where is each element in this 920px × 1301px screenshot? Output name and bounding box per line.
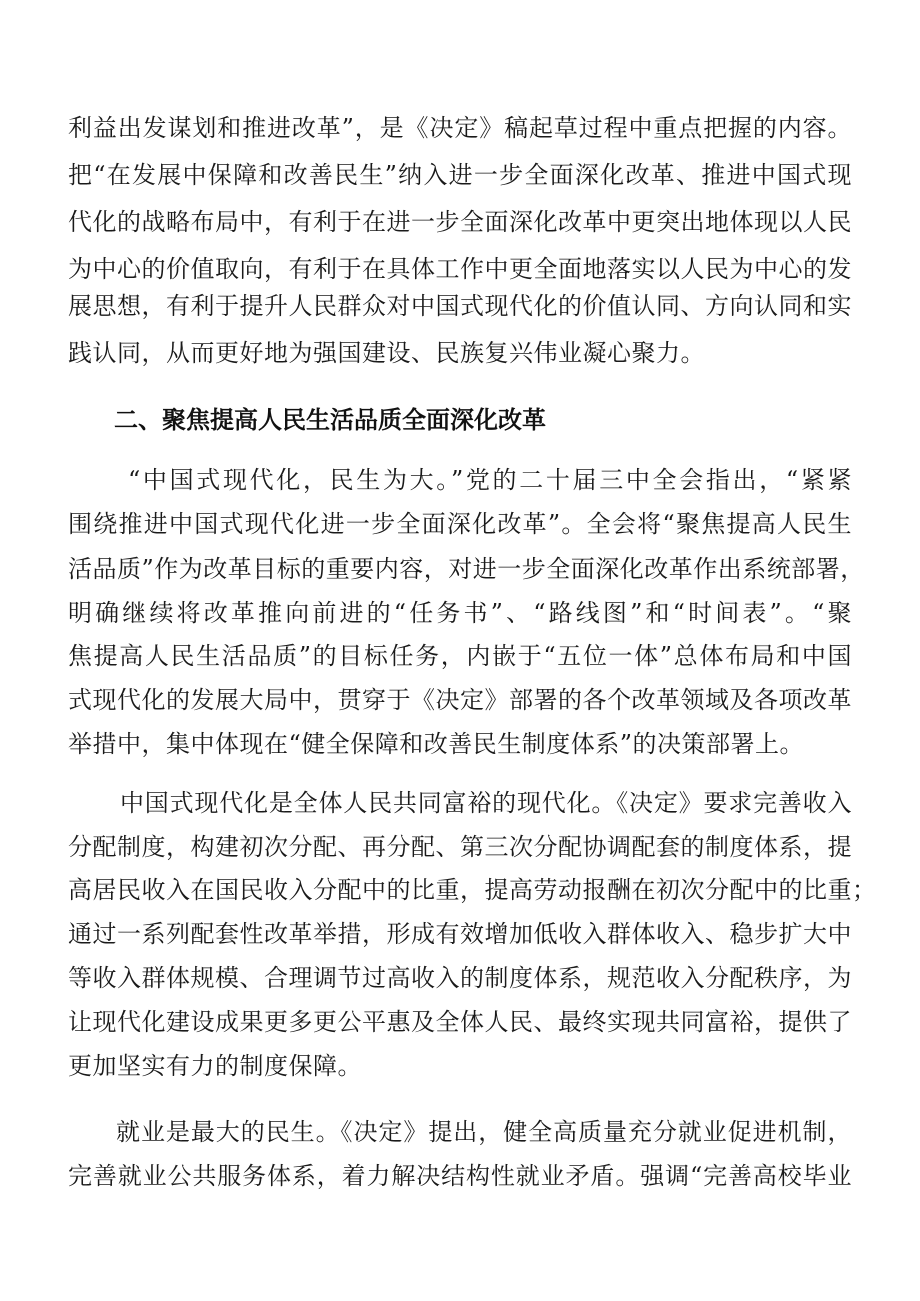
paragraph-line: 围绕推进中国式现代化进一步全面深化改革”。全会将“聚焦提高人民生 xyxy=(68,510,852,538)
paragraph-line: 活品质”作为改革目标的重要内容，对进一步全面深化改革作出系统部署， xyxy=(68,555,865,583)
paragraph-line: 让现代化建设成果更多更公平惠及全体人民、最终实现共同富裕，提供了 xyxy=(68,1008,852,1036)
paragraph-line: 利益出发谋划和推进改革”，是《决定》稿起草过程中重点把握的内容。 xyxy=(68,114,852,142)
paragraph-line: 为中心的价值取向，有利于在具体工作中更全面地落实以人民为中心的发 xyxy=(68,255,852,283)
paragraph-line: 等收入群体规模、合理调节过高收入的制度体系，规范收入分配秩序，为 xyxy=(68,964,852,992)
paragraph-line: 把“在发展中保障和改善民生”纳入进一步全面深化改革、推进中国式现 xyxy=(68,161,852,189)
paragraph-line: 焦提高人民生活品质”的目标任务，内嵌于“五位一体”总体布局和中国 xyxy=(68,642,852,670)
paragraph-line: 代化的战略布局中，有利于在进一步全面深化改革中更突出地体现以人民 xyxy=(68,208,852,236)
section-heading: 二、聚焦提高人民生活品质全面深化改革 xyxy=(114,406,546,434)
paragraph-line: 明确继续将改革推向前进的“任务书”、“路线图”和“时间表”。“聚 xyxy=(68,599,852,627)
paragraph-line: 就业是最大的民生。《决定》提出，健全高质量充分就业促进机制， xyxy=(116,1118,852,1146)
paragraph-line: 举措中，集中体现在“健全保障和改善民生制度体系”的决策部署上。 xyxy=(68,730,805,758)
paragraph-line: 式现代化的发展大局中，贯穿于《决定》部署的各个改革领域及各项改革 xyxy=(68,686,852,714)
paragraph-line: 展思想，有利于提升人民群众对中国式现代化的价值认同、方向认同和实 xyxy=(68,292,852,320)
paragraph-line: “中国式现代化，民生为大。”党的二十届三中全会指出，“紧紧 xyxy=(128,466,852,494)
paragraph-line: 通过一系列配套性改革举措，形成有效增加低收入群体收入、稳步扩大中 xyxy=(68,920,852,948)
paragraph-line: 中国式现代化是全体人民共同富裕的现代化。《决定》要求完善收入 xyxy=(120,789,852,817)
paragraph-line: 践认同，从而更好地为强国建设、民族复兴伟业凝心聚力。 xyxy=(68,339,705,367)
paragraph-line: 分配制度，构建初次分配、再分配、第三次分配协调配套的制度体系，提 xyxy=(68,833,852,861)
paragraph-line: 更加坚实有力的制度保障。 xyxy=(68,1052,362,1080)
paragraph-line: 完善就业公共服务体系，着力解决结构性就业矛盾。强调“完善高校毕业 xyxy=(68,1162,852,1190)
paragraph-line: 高居民收入在国民收入分配中的比重，提高劳动报酬在初次分配中的比重； xyxy=(68,876,877,904)
